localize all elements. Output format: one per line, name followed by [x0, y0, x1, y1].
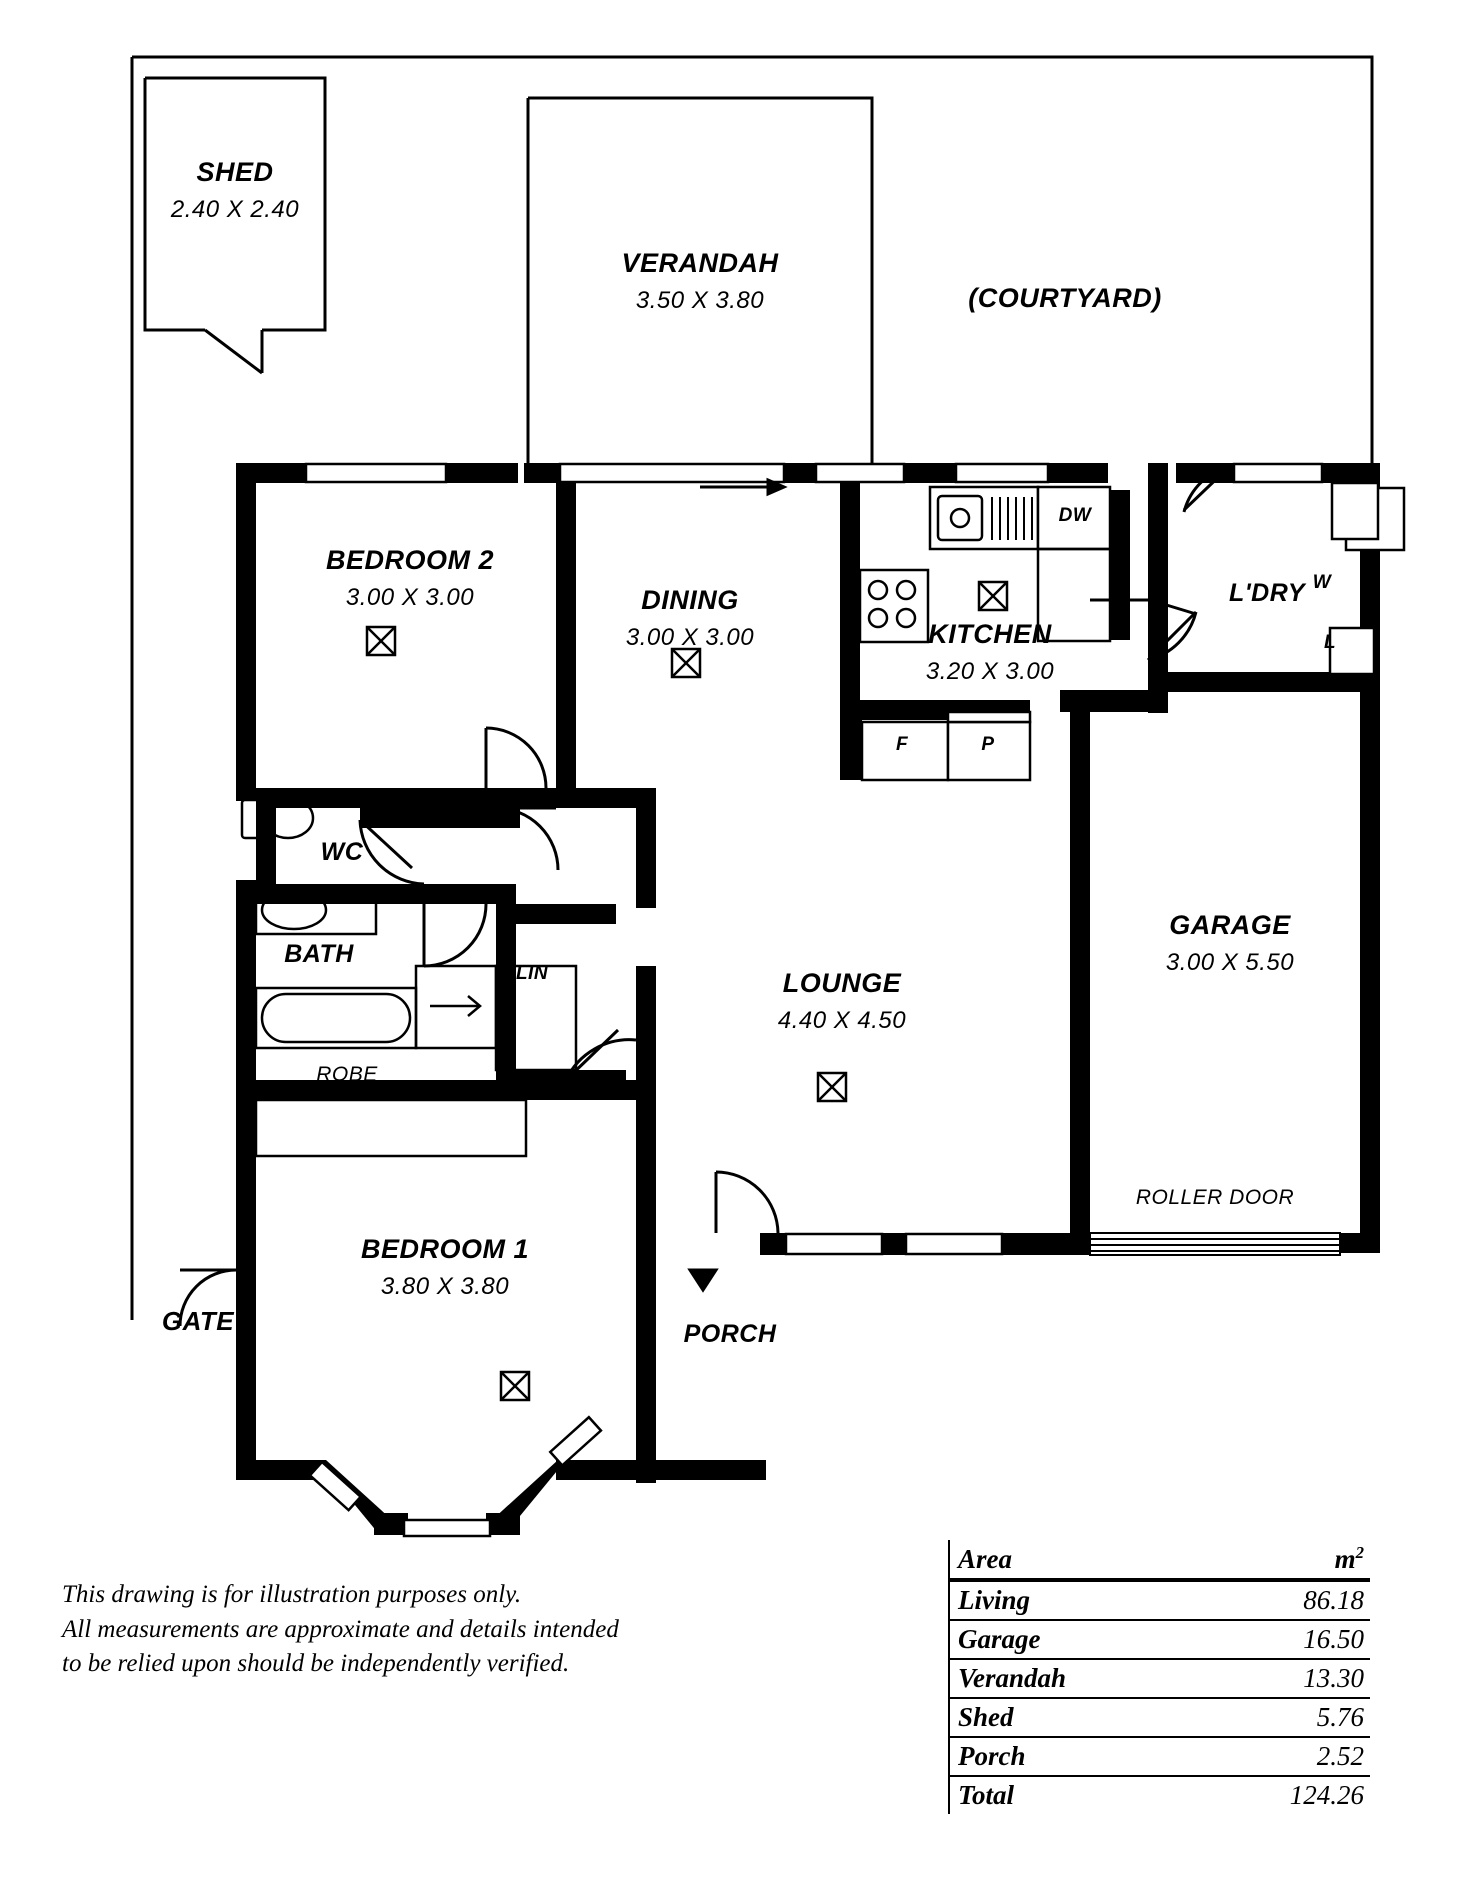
area-header-unit: $m^2$ [1334, 1543, 1364, 1574]
room-label-bedroom-2: BEDROOM 2 [325, 545, 495, 575]
area-label-verandah: Verandah [958, 1663, 1067, 1693]
room-label-bath: BATH [284, 940, 354, 968]
room-dim-lounge: 4.40 X 4.50 [777, 1007, 907, 1034]
room-label-bedroom-1: BEDROOM 1 [360, 1234, 530, 1264]
disclaimer-line-1: This drawing is for illustration purposes only. [62, 1581, 522, 1608]
area-row-garage [950, 1619, 1370, 1658]
area-table-header [950, 1540, 1370, 1580]
area-table [948, 1540, 1370, 1814]
area-value-shed: 5.76 [1316, 1702, 1364, 1732]
room-dim-bedroom-1: 3.80 X 3.80 [380, 1273, 510, 1300]
area-row-living [950, 1580, 1370, 1619]
area-value-verandah: 13.30 [1303, 1663, 1364, 1693]
room-label-lounge: LOUNGE [782, 968, 902, 998]
area-row-verandah [950, 1658, 1370, 1697]
room-dim-bedroom-2: 3.00 X 3.00 [345, 584, 475, 611]
annotation-dishwasher: DW [1058, 505, 1092, 526]
area-label-living: Living [958, 1585, 1030, 1615]
room-label-laundry: L'DRY [1228, 579, 1306, 607]
room-label-dining: DINING [641, 585, 739, 615]
area-label-shed: Shed [958, 1702, 1014, 1732]
area-value-total: 124.26 [1289, 1780, 1364, 1810]
annotation-linen: LIN [515, 963, 549, 984]
room-label-garage: GARAGE [1169, 910, 1291, 940]
room-dim-verandah: 3.50 X 3.80 [635, 287, 765, 314]
roller-door [1090, 1233, 1340, 1255]
annotation-washer: W [1312, 572, 1332, 593]
area-label-garage: Garage [958, 1624, 1041, 1654]
area-row-porch [950, 1736, 1370, 1775]
area-label-total: Total [958, 1780, 1015, 1810]
annotation-pantry: P [981, 734, 995, 755]
disclaimer [62, 1578, 619, 1682]
area-label-porch: Porch [958, 1741, 1026, 1771]
annotation-laundry-trough: L [1323, 632, 1337, 653]
door-swings [360, 466, 1230, 1233]
room-label-wc: WC [320, 838, 364, 866]
windows [306, 464, 1322, 1536]
room-dim-garage: 3.00 X 5.50 [1165, 949, 1295, 976]
disclaimer-line-2: All measurements are approximate and details intended [62, 1615, 619, 1643]
room-label-verandah: VERANDAH [621, 248, 779, 278]
room-dim-dining: 3.00 X 3.00 [625, 624, 755, 651]
area-value-garage: 16.50 [1303, 1624, 1364, 1654]
room-dim-kitchen: 3.20 X 3.00 [925, 658, 1055, 685]
room-label-porch: PORCH [683, 1320, 777, 1348]
disclaimer-line-3: to be relied upon should be independently verified. [62, 1650, 570, 1677]
annotation-roller-door: ROLLER DOOR [1135, 1186, 1295, 1209]
room-label-kitchen: KITCHEN [928, 619, 1052, 649]
area-value-porch: 2.52 [1316, 1741, 1364, 1771]
area-value-living: 86.18 [1303, 1585, 1364, 1615]
area-row-shed [950, 1697, 1370, 1736]
room-dim-shed: 2.40 X 2.40 [170, 196, 300, 223]
area-row-total [950, 1775, 1370, 1814]
annotation-fridge: F [895, 734, 909, 755]
area-header-label: Area [958, 1544, 1012, 1574]
annotation-robe: ROBE [316, 1063, 378, 1086]
room-label-courtyard: (COURTYARD) [968, 283, 1162, 313]
annotation-gate: GATE [161, 1306, 235, 1336]
room-label-shed: SHED [196, 157, 274, 187]
